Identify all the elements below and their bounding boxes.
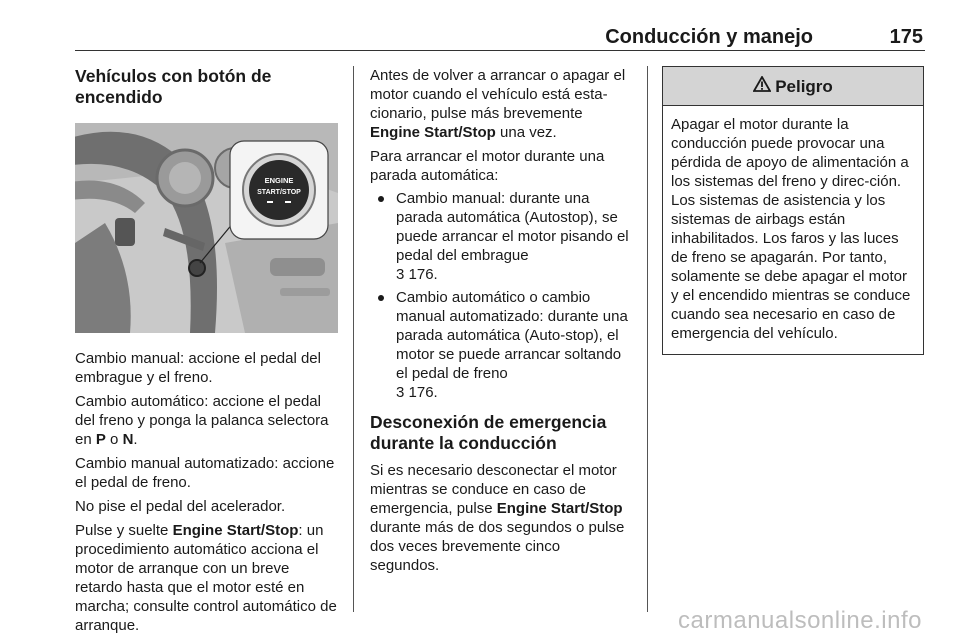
warning-box [662,66,924,355]
column-left [75,66,340,635]
start-stop-label: START/STOP [257,189,301,196]
paragraph-emergency: Si es necesario desconectar el motor mientras se conduce en caso de emergencia, pulse Engine Start/Stop durante más de dos segundos o pulse dos veces brevemente cinco segundos. [370,462,625,574]
column-divider [353,66,354,612]
warning-icon [753,76,771,96]
page-reference: 3 176. [396,266,438,283]
column-middle [370,66,633,575]
page-number: 175 [889,26,923,48]
engine-label: ENGINE [264,176,294,185]
column-right [662,66,925,355]
paragraph-automated-manual: Cambio manual automatizado: accione el pedal de freno. [75,455,335,491]
column-divider [647,66,648,612]
paragraph-accelerator: No pise el pedal del acelerador. [75,498,286,515]
watermark: carmanualsonline.info [678,607,922,634]
paragraph-autostop-intro: Para arrancar el motor durante una parada automática: [370,148,605,184]
dashboard-figure [75,123,338,333]
list-item: Cambio automático o cambio manual automatizado: durante una parada automática (Auto-stop), el motor se puede arrancar soltando el pedal de freno 3 176. [370,288,633,402]
bullet-list [370,189,633,402]
dashboard-illustration [75,123,338,333]
warning-header [663,67,923,106]
warning-title: Peligro [775,76,833,96]
paragraph-manual: Cambio manual: accione el pedal del embrague y el freno. [75,350,321,386]
page-header [75,24,925,51]
warning-text: Apagar el motor durante la conducción puede provocar una pérdida de apoyo de alimentación a los sistemas del freno y direc-ción. Los sistemas de asistencia y los sistemas de airbags están inhabilitados. Los faros y las luces de freno se apagarán. Por tanto, solamente se debe apagar el motor y el encendido mientras se conduce cuando sea necesario en caso de emergencia del vehículo. [671,116,911,342]
section-title: Conducción y manejo [605,26,813,48]
list-item: Cambio manual: durante una parada automática (Autostop), se puede arrancar el motor pisando el pedal del embrague 3 176. [370,189,633,284]
paragraph-press-release: Pulse y suelte Engine Start/Stop: un procedimiento automático acciona el motor de arranque con un breve retardo hasta que el motor esté en marcha; consulte control automático de arranque. [75,522,337,634]
paragraph-restart: Antes de volver a arrancar o apagar el motor cuando el vehículo está esta-cionario, pulse más brevemente Engine Start/Stop una vez. [370,67,626,141]
paragraph-automatic: Cambio automático: accione el pedal del freno y ponga la palanca selectora en P o N. [75,393,329,448]
section-heading: Desconexión de emergencia durante la conducción [370,412,607,453]
page-reference: 3 176. [396,384,438,401]
section-heading: Vehículos con botón de encendido [75,66,272,107]
